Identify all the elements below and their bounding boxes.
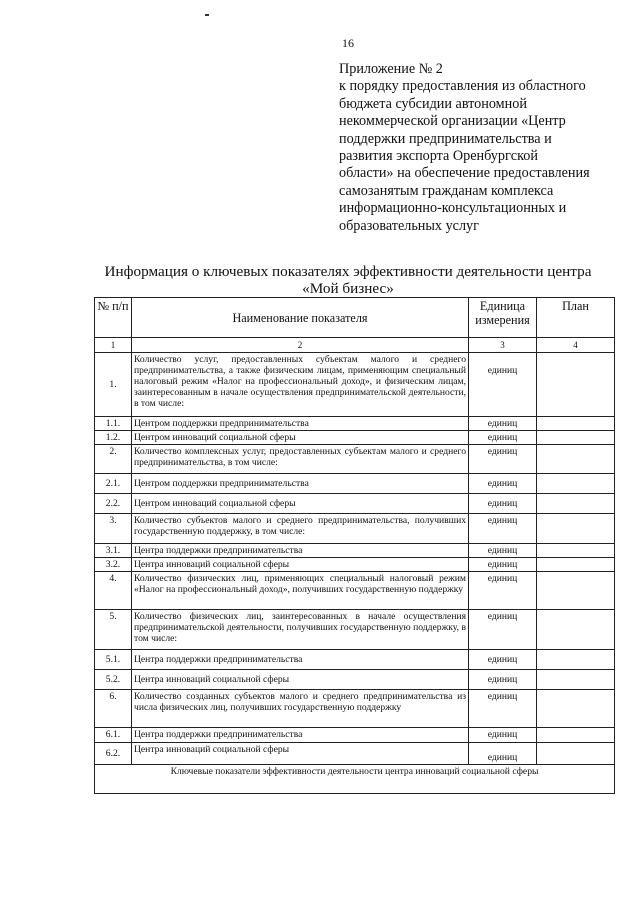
row-unit: единиц bbox=[469, 572, 537, 610]
row-number: 3.2. bbox=[95, 558, 132, 572]
row-plan bbox=[537, 728, 615, 743]
row-plan bbox=[537, 690, 615, 728]
row-name: Центра поддержки предпринимательства bbox=[132, 544, 469, 558]
row-name: Центра поддержки предпринимательства bbox=[132, 650, 469, 670]
header-name: Наименование показателя bbox=[132, 298, 469, 338]
row-unit: единиц bbox=[469, 670, 537, 690]
row-number: 1. bbox=[95, 353, 132, 417]
row-number: 5.2. bbox=[95, 670, 132, 690]
row-name: Центра инноваций социальной сферы bbox=[132, 670, 469, 690]
row-name: Количество комплексных услуг, предоставленных субъектам малого и среднего предпринимательства, в том числе: bbox=[132, 445, 469, 474]
page-number: 16 bbox=[342, 36, 354, 50]
row-number: 3. bbox=[95, 514, 132, 544]
table-row bbox=[95, 690, 615, 728]
row-unit: единиц bbox=[469, 690, 537, 728]
table-row bbox=[95, 353, 615, 417]
appendix-line: информационно-консультационных и bbox=[339, 200, 567, 217]
row-number: 6. bbox=[95, 690, 132, 728]
appendix-line: Приложение № 2 bbox=[339, 61, 443, 77]
table-row bbox=[95, 572, 615, 610]
row-name: Количество субъектов малого и среднего предпринимательства, получивших государственную поддержку, в том числе: bbox=[132, 514, 469, 544]
row-name: Количество созданных субъектов малого и среднего предпринимательства из числа физических лиц, получивших государственную поддержку bbox=[132, 690, 469, 728]
row-number: 2.2. bbox=[95, 494, 132, 514]
row-unit: единиц bbox=[469, 558, 537, 572]
row-unit: единиц bbox=[469, 353, 537, 417]
table-row bbox=[95, 650, 615, 670]
row-plan bbox=[537, 650, 615, 670]
row-plan bbox=[537, 431, 615, 445]
appendix-line: области» на обеспечение предоставления bbox=[339, 165, 590, 182]
appendix-line: к порядку предоставления из областного bbox=[339, 78, 586, 95]
row-unit: единиц bbox=[469, 494, 537, 514]
row-number: 5. bbox=[95, 610, 132, 650]
row-unit: единиц bbox=[469, 417, 537, 431]
row-unit: единиц bbox=[469, 431, 537, 445]
row-unit: единиц bbox=[469, 445, 537, 474]
index-cell: 4 bbox=[537, 338, 615, 353]
document-title bbox=[88, 263, 608, 297]
header-unit: Единица измерения bbox=[469, 298, 537, 338]
row-name: Центром поддержки предпринимательства bbox=[132, 417, 469, 431]
index-cell: 3 bbox=[469, 338, 537, 353]
row-number: 6.1. bbox=[95, 728, 132, 743]
index-cell: 1 bbox=[95, 338, 132, 353]
table-row bbox=[95, 610, 615, 650]
table-row bbox=[95, 670, 615, 690]
row-plan bbox=[537, 743, 615, 765]
row-name: Количество физических лиц, применяющих специальный налоговый режим «Налог на профессиональный доход», получивших государственную поддержку bbox=[132, 572, 469, 610]
row-name: Центром инноваций социальной сферы bbox=[132, 494, 469, 514]
row-name: Количество физических лиц, заинтересованных в начале осуществления предпринимательской деятельности, получивших государственную поддержку, в том числе: bbox=[132, 610, 469, 650]
row-number: 4. bbox=[95, 572, 132, 610]
appendix-line: бюджета субсидии автономной bbox=[339, 95, 527, 112]
title-line-2: «Мой бизнес» bbox=[302, 280, 394, 297]
table-row bbox=[95, 544, 615, 558]
row-plan bbox=[537, 445, 615, 474]
table-row bbox=[95, 417, 615, 431]
row-name: Количество услуг, предоставленных субъектам малого и среднего предпринимательства, а также физическим лицам, применяющим специальный налоговый режим «Налог на профессиональный доход», и физическим лицам, заинтересованным в начале осуществления предпринимательской деятельности, в том числе: bbox=[132, 353, 469, 417]
table-row bbox=[95, 728, 615, 743]
row-number: 6.2. bbox=[95, 743, 132, 765]
row-plan bbox=[537, 474, 615, 494]
row-number: 1.2. bbox=[95, 431, 132, 445]
row-unit: единиц bbox=[469, 743, 537, 765]
table-footer-row bbox=[95, 765, 615, 794]
table-row bbox=[95, 431, 615, 445]
appendix-line: некоммерческой организации «Центр bbox=[339, 113, 566, 130]
row-name: Центра инноваций социальной сферы bbox=[132, 743, 469, 765]
row-unit: единиц bbox=[469, 544, 537, 558]
header-num: № п/п bbox=[95, 298, 132, 338]
row-number: 1.1. bbox=[95, 417, 132, 431]
index-cell: 2 bbox=[132, 338, 469, 353]
footer-note: Ключевые показатели эффективности деятельности центра инноваций социальной сферы bbox=[95, 765, 615, 794]
row-unit: единиц bbox=[469, 474, 537, 494]
column-index-row bbox=[95, 338, 615, 353]
table-row bbox=[95, 743, 615, 765]
row-unit: единиц bbox=[469, 728, 537, 743]
row-unit: единиц bbox=[469, 650, 537, 670]
table-row bbox=[95, 445, 615, 474]
row-plan bbox=[537, 670, 615, 690]
row-plan bbox=[537, 544, 615, 558]
appendix-block bbox=[339, 61, 629, 235]
scan-mark bbox=[205, 14, 209, 16]
row-unit: единиц bbox=[469, 514, 537, 544]
row-name: Центра поддержки предпринимательства bbox=[132, 728, 469, 743]
header-plan: План bbox=[537, 298, 615, 338]
title-line-1: Информация о ключевых показателях эффективности деятельности центра bbox=[104, 263, 592, 280]
table-row bbox=[95, 494, 615, 514]
row-unit: единиц bbox=[469, 610, 537, 650]
row-plan bbox=[537, 494, 615, 514]
row-plan bbox=[537, 353, 615, 417]
row-name: Центром поддержки предпринимательства bbox=[132, 474, 469, 494]
row-plan bbox=[537, 417, 615, 431]
appendix-line: поддержки предпринимательства и bbox=[339, 130, 552, 147]
appendix-line: образовательных услуг bbox=[339, 217, 479, 234]
row-name: Центра инноваций социальной сферы bbox=[132, 558, 469, 572]
appendix-line: самозанятым гражданам комплекса bbox=[339, 182, 554, 199]
row-number: 2.1. bbox=[95, 474, 132, 494]
table-row bbox=[95, 558, 615, 572]
kpi-table bbox=[94, 297, 615, 794]
row-number: 5.1. bbox=[95, 650, 132, 670]
row-plan bbox=[537, 610, 615, 650]
row-name: Центром инноваций социальной сферы bbox=[132, 431, 469, 445]
row-number: 2. bbox=[95, 445, 132, 474]
row-plan bbox=[537, 514, 615, 544]
row-plan bbox=[537, 572, 615, 610]
row-number: 3.1. bbox=[95, 544, 132, 558]
table-row bbox=[95, 474, 615, 494]
appendix-line: развития экспорта Оренбургской bbox=[339, 148, 538, 165]
table-row bbox=[95, 514, 615, 544]
table-header-row bbox=[95, 298, 615, 338]
row-plan bbox=[537, 558, 615, 572]
